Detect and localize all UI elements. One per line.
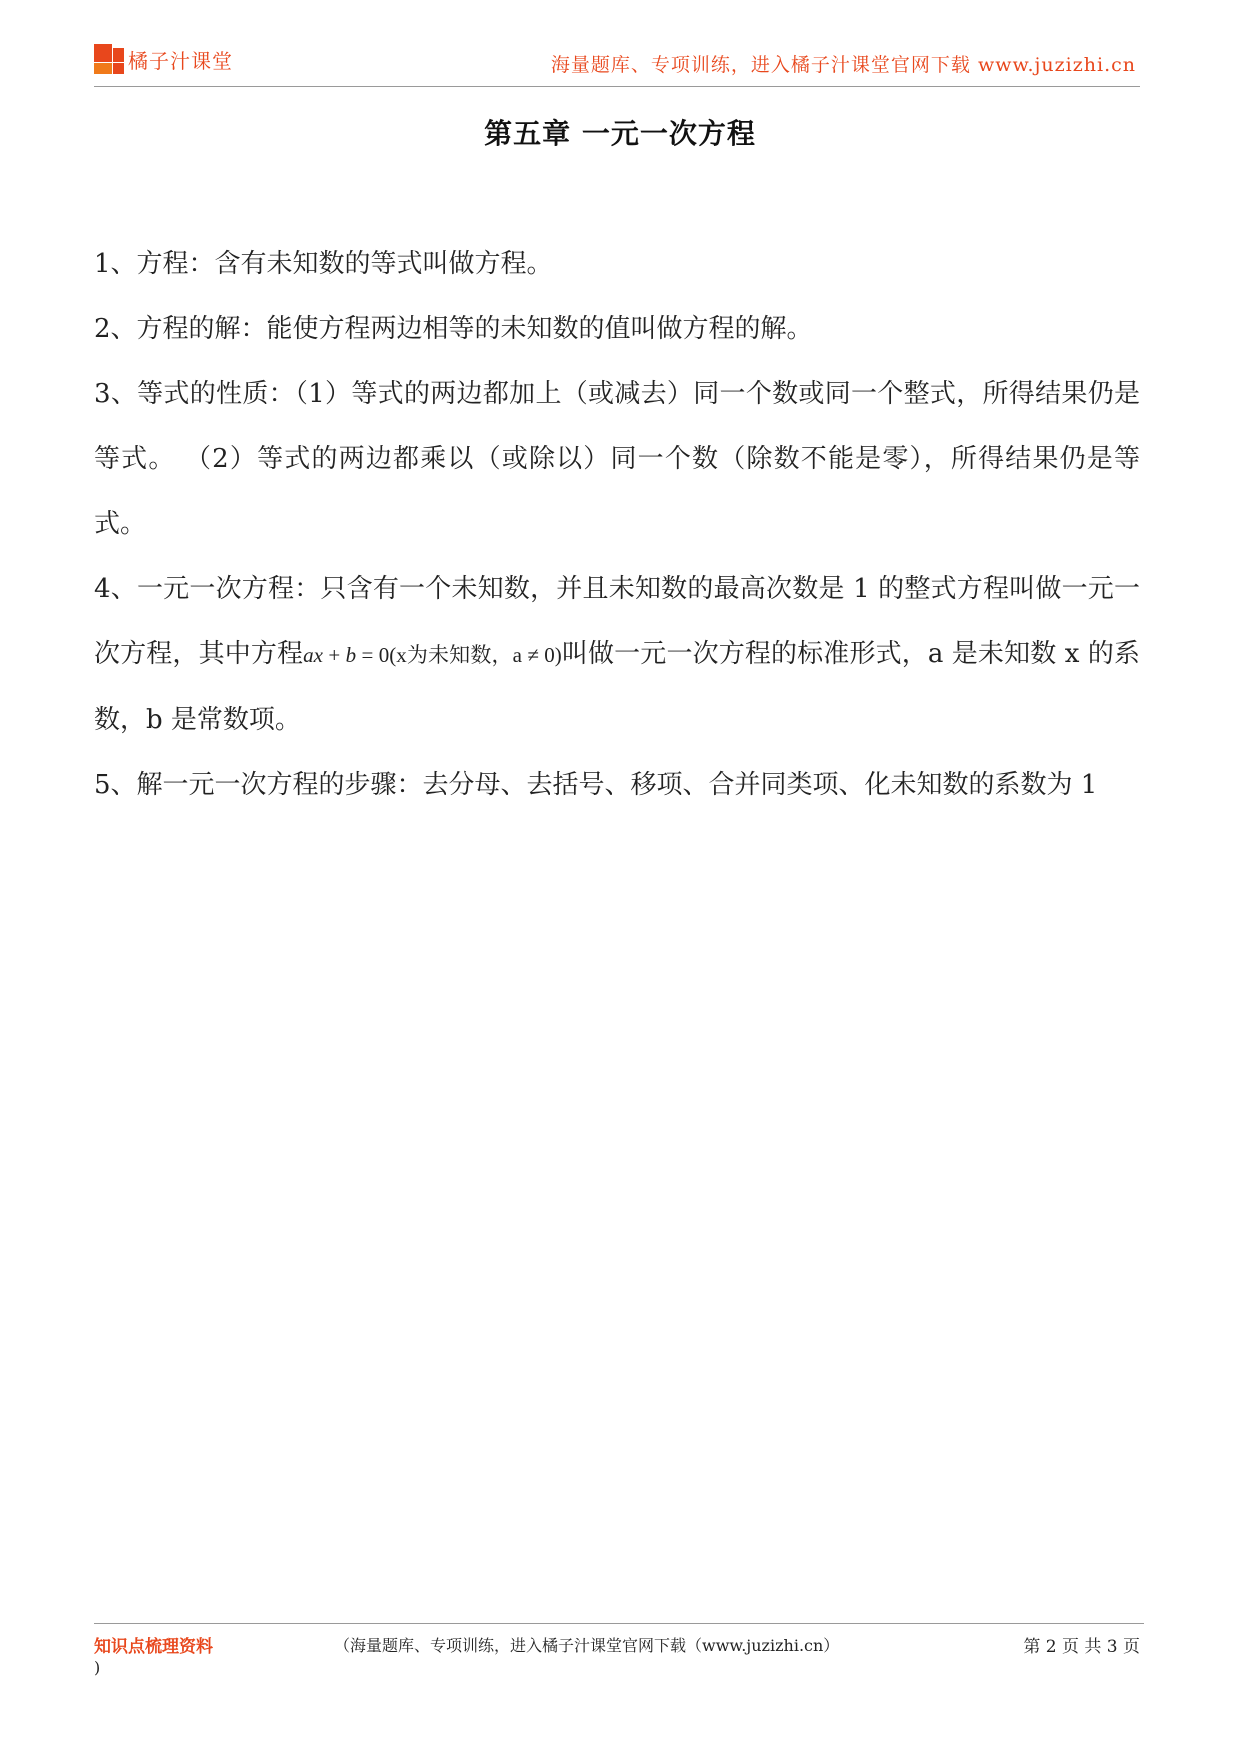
document-body [94, 232, 1140, 818]
standard-form-formula [303, 643, 562, 667]
item4-text-before: 4、一元一次方程：只含有一个未知数，并且未知数的最高次数是 1 的整式方程叫做一元一次方程，其中方程 [94, 574, 1140, 669]
page-suffix: 页 [1123, 1637, 1140, 1657]
page-footer [94, 1623, 1144, 1684]
formula-rest: = 0(x为未知数，a ≠ 0) [356, 643, 562, 667]
page-prefix: 第 [1023, 1637, 1041, 1657]
page-total: 3 [1106, 1637, 1118, 1657]
footer-slogan: （海量题库、专项训练，进入橘子汁课堂官网下载（www.juzizhi.cn） [334, 1636, 840, 1655]
formula-plus: + [322, 643, 346, 667]
page-header [94, 42, 1140, 87]
list-item: 5、解一元一次方程的步骤：去分母、去括号、移项、合并同类项、化未知数的系数为 1 [94, 770, 1098, 800]
page-mid: 页 共 [1061, 1637, 1102, 1657]
footer-label: 知识点梳理资料 [94, 1637, 213, 1657]
page-title: 第五章 一元一次方程 [484, 117, 756, 150]
list-item: 1、方程：含有未知数的等式叫做方程。 [94, 249, 553, 279]
header-slogan: 海量题库、专项训练，进入橘子汁课堂官网下载 www.juzizhi.cn [550, 54, 1136, 76]
page-current: 2 [1045, 1637, 1057, 1657]
juzizhi-logo-icon [94, 44, 124, 74]
page-number [1023, 1632, 1140, 1657]
brand-name: 橘子汁课堂 [128, 48, 233, 73]
list-item: 3、等式的性质：（1）等式的两边都加上（或减去）同一个数或同一个整式，所得结果仍是等式。 （2）等式的两边都乘以（或除以）同一个数（除数不能是零），所得结果仍是等式。 [94, 379, 1140, 539]
brand-logo[interactable] [94, 44, 233, 74]
list-item-linear-equation [94, 557, 1140, 753]
formula-ax: ax [303, 643, 323, 667]
item4-text-after: 叫做一元一次方程的标准形式，a 是未知数 x 的系数，b 是常数项。 [94, 639, 1140, 735]
list-item: 2、方程的解：能使方程两边相等的未知数的值叫做方程的解。 [94, 314, 813, 344]
footer-paren: ) [94, 1658, 101, 1677]
formula-b: b [345, 643, 357, 667]
